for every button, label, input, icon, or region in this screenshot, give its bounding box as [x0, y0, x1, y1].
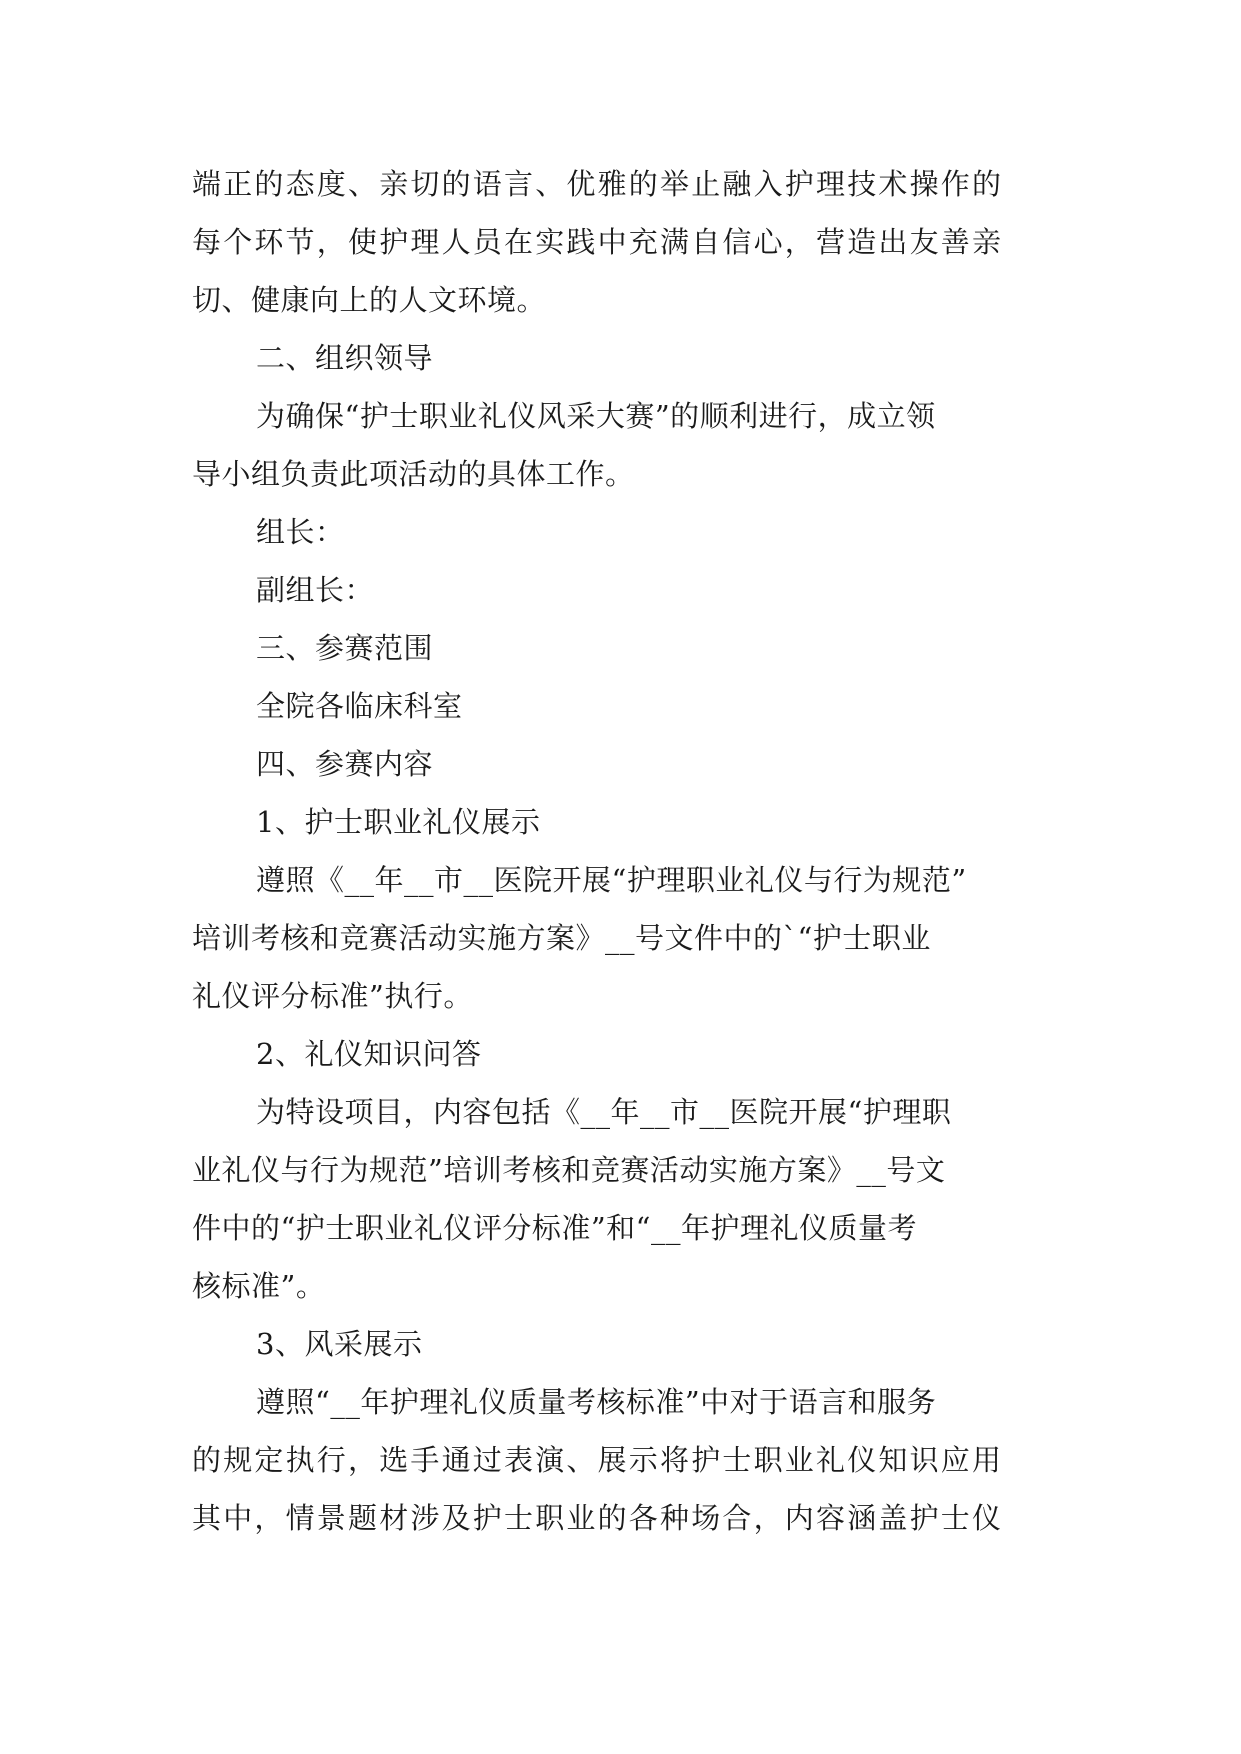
subsection-heading: 1、护士职业礼仪展示 — [256, 805, 541, 839]
deputy-leader-label: 副组长： — [256, 573, 375, 607]
paragraph-line: 遵照《__年__市__医院开展“护理职业礼仪与行为规范” — [256, 863, 967, 897]
paragraph-line: 的规定执行，选手通过表演、展示将护士职业礼仪知识应用 — [192, 1443, 1004, 1477]
paragraph-line: 件中的“护士职业礼仪评分标准”和“__年护理礼仪质量考 — [192, 1211, 917, 1245]
section-heading: 三、参赛范围 — [256, 631, 434, 665]
paragraph-line: 切、健康向上的人文环境。 — [192, 283, 547, 317]
leader-label: 组长： — [256, 515, 345, 549]
paragraph-line: 礼仪评分标准”执行。 — [192, 979, 473, 1013]
paragraph-line: 业礼仪与行为规范”培训考核和竞赛活动实施方案》__号文 — [192, 1153, 946, 1187]
paragraph-line: 为确保“护士职业礼仪风采大赛”的顺利进行，成立领 — [256, 399, 936, 433]
subsection-heading: 2、礼仪知识问答 — [256, 1037, 482, 1071]
section-heading: 二、组织领导 — [256, 341, 434, 375]
paragraph-line: 全院各临床科室 — [256, 689, 463, 723]
subsection-heading: 3、风采展示 — [256, 1327, 423, 1361]
paragraph-line: 遵照“__年护理礼仪质量考核标准”中对于语言和服务 — [256, 1385, 937, 1419]
paragraph-line: 为特设项目，内容包括《__年__市__医院开展“护理职 — [256, 1095, 952, 1129]
paragraph-line: 每个环节，使护理人员在实践中充满自信心，营造出友善亲 — [192, 225, 1004, 259]
paragraph-line: 核标准”。 — [192, 1269, 326, 1303]
paragraph-line: 端正的态度、亲切的语言、优雅的举止融入护理技术操作的 — [192, 167, 1004, 201]
paragraph-line: 导小组负责此项活动的具体工作。 — [192, 457, 635, 491]
paragraph-line: 其中，情景题材涉及护士职业的各种场合，内容涵盖护士仪 — [192, 1501, 1004, 1535]
paragraph-line: 培训考核和竞赛活动实施方案》__号文件中的`“护士职业 — [192, 921, 931, 955]
section-heading: 四、参赛内容 — [256, 747, 434, 781]
